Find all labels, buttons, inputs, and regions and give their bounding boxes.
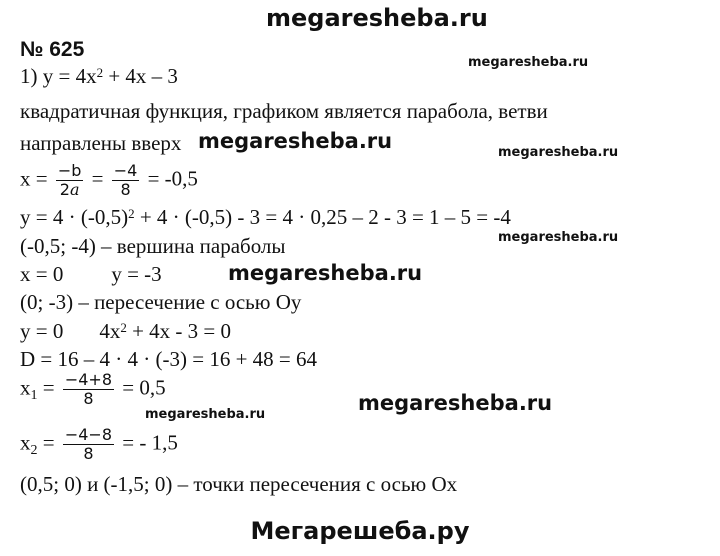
vertex-line: (-0,5; -4) – вершина параболы [20, 234, 286, 258]
description-line-1: квадратичная функция, графиком является парабола, ветви [20, 99, 548, 123]
vertex-x-formula: x = $\frac{-b}{2a}$ = $\frac{-4}{8}$ = -0,5 [20, 161, 198, 199]
watermark-mid: megaresheba.ru [358, 391, 553, 415]
y-intercept-line: (0; -3) – пересечение с осью Oy [20, 290, 302, 314]
fraction: $\frac{-4-8}{8}$ [64, 425, 113, 463]
vertex-y-calc: $y = 4 \cdot (-0,5)^2 + 4 \cdot (-0,5) - 3 = 4 \cdot 0,25 - 2 - 3 = 1 - 5 = -4$ [20, 205, 511, 229]
root-2-line: $x_2$ = $\frac{-4-8}{8}$ = - 1,5 [20, 425, 178, 463]
watermark-mid: megaresheba.ru [198, 129, 393, 153]
description-line-2: направлены вверх [20, 131, 182, 155]
x-intercepts-line: (0,5; 0) и (-1,5; 0) – точки пересечения с осью Ox [20, 472, 458, 496]
watermark-right: megaresheba.ru [498, 145, 619, 160]
fraction: $\frac{-4+8}{8}$ [64, 370, 113, 408]
discriminant-line: D = 16 – 4 · 4 · (-3) = 16 + 48 = 64 [20, 347, 318, 371]
fraction: $\frac{-b}{2a}$ [57, 161, 82, 199]
watermark-top: megaresheba.ru [266, 4, 488, 32]
fraction: $\frac{-4}{8}$ [113, 161, 138, 199]
watermark-right: megaresheba.ru [498, 230, 619, 245]
footer-brand: Мегарешеба.ру [250, 517, 470, 545]
root-1-line: $x_1$ = $\frac{-4+8}{8}$ = 0,5 [20, 370, 166, 408]
y-intercept-calc: x = 0 y = -3 [20, 262, 162, 286]
function-definition: 1) $y = 4x^2 + 4x - 3$ [20, 64, 178, 88]
watermark-mid: megaresheba.ru [228, 261, 423, 285]
watermark-small: megaresheba.ru [145, 407, 266, 422]
problem-number: № 625 [20, 38, 85, 61]
equation-line: y = 0 $4x^2 + 4x - 3 = 0$ [20, 319, 232, 343]
watermark-right: megaresheba.ru [468, 55, 589, 70]
